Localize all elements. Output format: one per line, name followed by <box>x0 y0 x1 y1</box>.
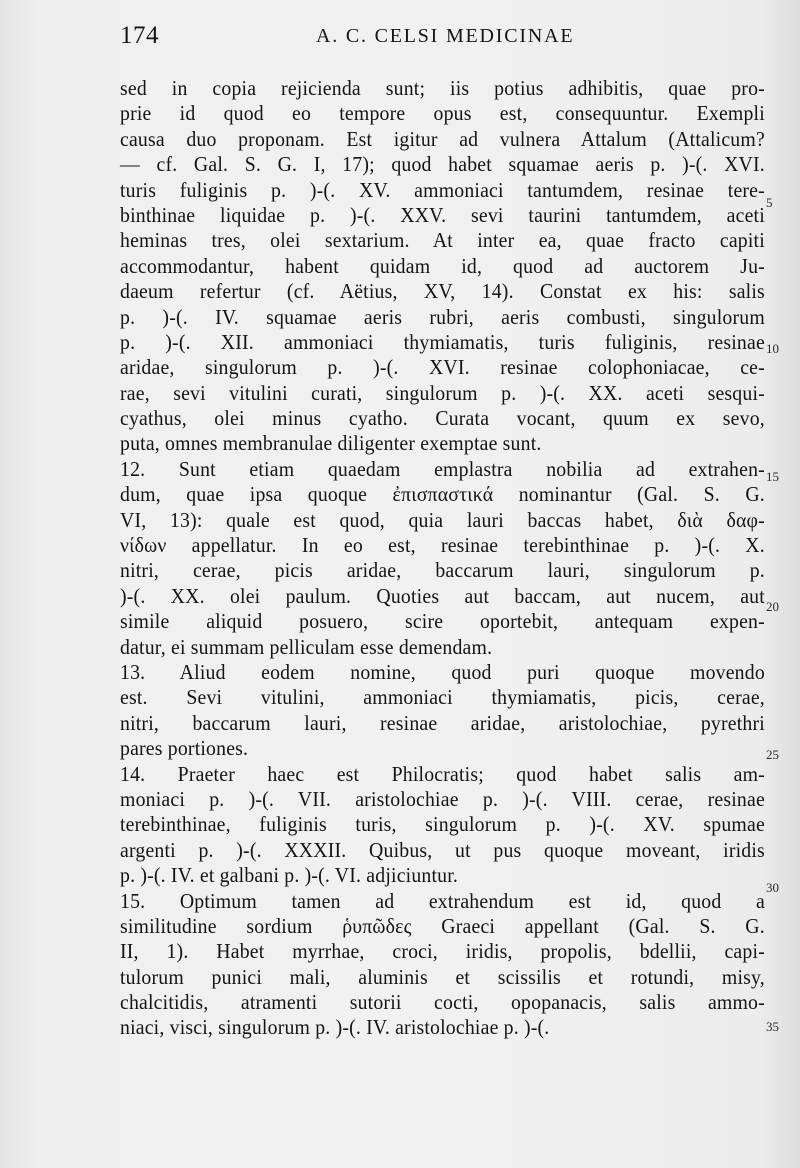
running-head: A. C. CELSI MEDICINAE <box>316 25 575 47</box>
body-text <box>120 76 765 1041</box>
text-line: cyathus, olei minus cyatho. Curata vocant, quum ex sevo, <box>120 406 765 431</box>
text-line: binthinae liquidae p. )-(. XXV. sevi taurini tantumdem, aceti <box>120 202 765 227</box>
text-line: turis fuliginis p. )-(. XV. ammoniaci tantumdem, resinae tere- <box>120 177 765 202</box>
text-line: nitri, cerae, picis aridae, baccarum lauri, singulorum p. <box>120 558 765 583</box>
text-line: nitri, baccarum lauri, resinae aridae, aristolochiae, pyrethri <box>120 710 765 735</box>
text-line: simile aliquid posuero, scire oportebit, antequam expen- <box>120 609 765 634</box>
text-line: νίδων appellatur. In eo est, resinae terebinthinae p. )-(. X. <box>120 533 765 558</box>
text-line: est. Sevi vitulini, ammoniaci thymiamatis, picis, cerae, <box>120 685 765 710</box>
text-line: dum, quae ipsa quoque ἐπισπαστικά nominantur (Gal. S. G. <box>120 482 765 507</box>
text-line: p. )-(. IV. et galbani p. )-(. VI. adjiciuntur. <box>120 863 459 888</box>
text-line: accommodantur, habent quidam id, quod ad auctorem Ju- <box>120 253 765 278</box>
text-line: puta, omnes membranulae diligenter exemptae sunt. <box>120 431 542 456</box>
text-line: 15. Optimum tamen ad extrahendum est id, quod a <box>120 888 765 913</box>
text-line: p. )-(. XII. ammoniaci thymiamatis, turis fuliginis, resinae <box>120 329 765 354</box>
text-line: causa duo proponam. Est igitur ad vulnera Attalum (Attalicum? <box>120 126 765 151</box>
text-line: aridae, singulorum p. )-(. XVI. resinae colophoniacae, ce- <box>120 355 765 380</box>
text-line: pares portiones. <box>120 736 249 761</box>
text-line: similitudine sordium ῥυπῶδες Graeci appellant (Gal. S. G. <box>120 913 765 938</box>
page-number: 174 <box>120 22 159 49</box>
margin-line-number: 25 <box>766 747 779 762</box>
text-line: rae, sevi vitulini curati, singulorum p. )-(. XX. aceti sesqui- <box>120 380 765 405</box>
text-line: heminas tres, olei sextarium. At inter ea, quae fracto capiti <box>120 228 765 253</box>
text-line: daeum refertur (cf. Aëtius, XV, 14). Constat ex his: salis <box>120 279 765 304</box>
margin-line-number: 5 <box>766 195 773 210</box>
text-line: prie id quod eo tempore opus est, consequuntur. Exempli <box>120 101 765 126</box>
margin-line-number: 35 <box>766 1019 779 1034</box>
text-line: II, 1). Habet myrrhae, croci, iridis, propolis, bdellii, capi- <box>120 939 765 964</box>
page-header <box>120 22 770 52</box>
text-line: niaci, visci, singulorum p. )-(. IV. aristolochiae p. )-(. <box>120 1015 550 1040</box>
text-line: terebinthinae, fuliginis turis, singulorum p. )-(. XV. spumae <box>120 812 765 837</box>
text-line: p. )-(. IV. squamae aeris rubri, aeris combusti, singulorum <box>120 304 765 329</box>
text-line: )-(. XX. olei paulum. Quoties aut baccam, aut nucem, aut <box>120 583 765 608</box>
text-line: sed in copia rejicienda sunt; iis potius adhibitis, quae pro- <box>120 76 765 100</box>
text-line: moniaci p. )-(. VII. aristolochiae p. )-(. VIII. cerae, resinae <box>120 786 765 811</box>
text-line: — cf. Gal. S. G. I, 17); quod habet squamae aeris p. )-(. XVI. <box>120 152 765 177</box>
text-line: 13. Aliud eodem nomine, quod puri quoque movendo <box>120 659 765 684</box>
text-line: datur, ei summam pelliculam esse demendam. <box>120 634 493 659</box>
margin-line-number: 15 <box>766 469 779 484</box>
text-line: tulorum punici mali, aluminis et scissilis et rotundi, misy, <box>120 964 765 989</box>
margin-line-number: 10 <box>766 341 779 356</box>
margin-line-number: 20 <box>766 599 779 614</box>
text-line: 12. Sunt etiam quaedam emplastra nobilia ad extrahen- <box>120 456 765 481</box>
text-line: VI, 13): quale est quod, quia lauri baccas habet, διὰ δαφ- <box>120 507 765 532</box>
text-line: 14. Praeter haec est Philocratis; quod habet salis am- <box>120 761 765 786</box>
text-line: argenti p. )-(. XXXII. Quibus, ut pus quoque moveant, iridis <box>120 837 765 862</box>
text-line: chalcitidis, atramenti sutorii cocti, opopanacis, salis ammo- <box>120 990 765 1015</box>
margin-line-number: 30 <box>766 880 779 895</box>
